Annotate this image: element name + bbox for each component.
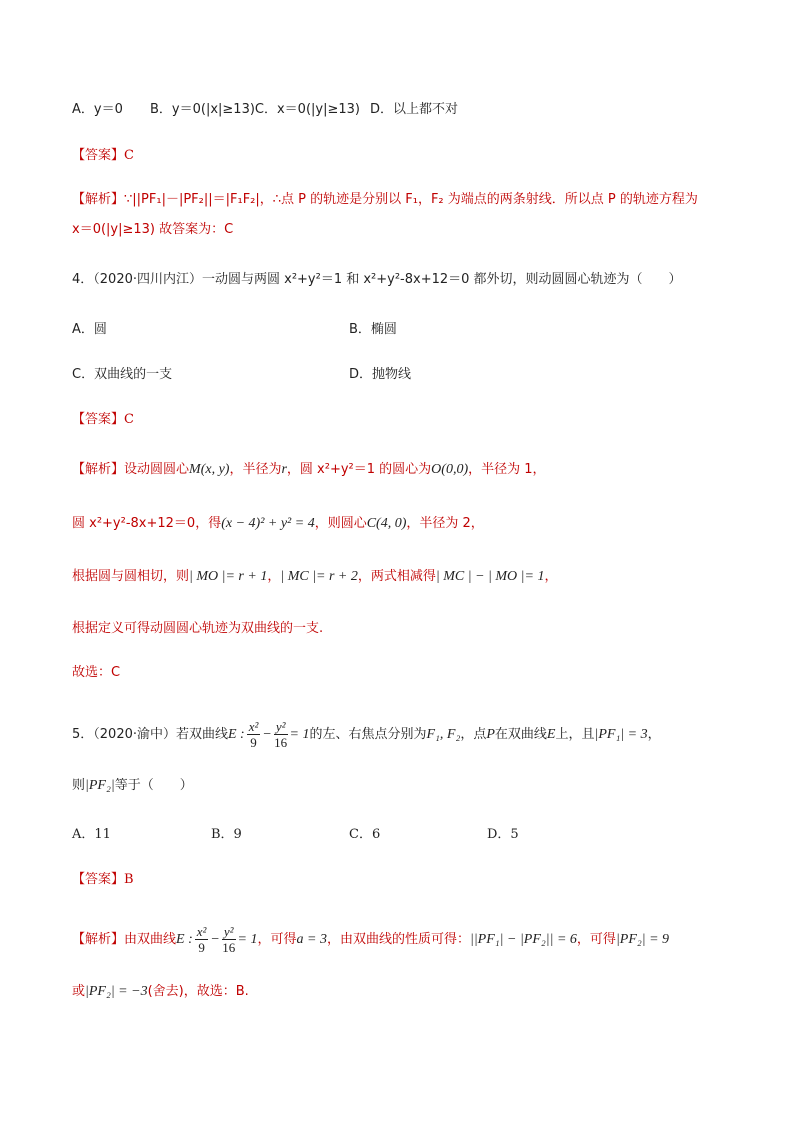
q3-option-bc: B．y＝0(|x|≥13)C．x＝0(|y|≥13) <box>150 102 360 117</box>
frac-x2-9-analysis: $\frac{\text{x²}}{9}$ <box>196 924 207 955</box>
q4-answer: 【答案】C <box>72 411 134 427</box>
q4-analysis-line5: 故选：C <box>72 665 121 680</box>
q5-option-b: B．9 <box>211 827 242 842</box>
q4-analysis-line1: 【解析】设动圆圆心M(x, y)，半径为r，圆 x²+y²＝1 的圆心为O(0,0)，半径为 1， <box>72 461 546 477</box>
q4-option-b: B．椭圆 <box>349 322 397 337</box>
q5-stem-line2: 则|PF₂|等于（ ） <box>72 778 193 793</box>
q5-analysis-line1: 【解析】由双曲线E : $\frac{\text{x²}}{9}$ − $\frac{\text{y²}}{16}$ = 1，可得a = 3，由双曲线的性质可得：||PF₁| − |PF₂|| = 6，可得|PF₂| = 9 <box>72 924 670 955</box>
answer-tag: 【答案】 <box>72 147 125 162</box>
q4-option-a: A．圆 <box>72 322 107 337</box>
q4-option-d: D．抛物线 <box>349 367 412 382</box>
q3-answer: 【答案】C <box>72 147 134 163</box>
q4-analysis-line2: 圆 x²+y²-8x+12＝0，得(x − 4)² + y² = 4，则圆心C(4, 0)，半径为 2， <box>72 516 484 531</box>
q4-analysis-line4: 根据定义可得动圆圆心轨迹为双曲线的一支. <box>72 621 324 636</box>
q5-option-c: C．6 <box>349 827 381 842</box>
q3-option-d: D．以上都不对 <box>370 102 459 117</box>
frac-y2-16-analysis: $\frac{\text{y²}}{16}$ <box>222 924 236 955</box>
q5-analysis-line2: 或|PF₂| = −3(舍去)，故选：B. <box>72 984 249 999</box>
frac-y2-16: $\frac{\text{y²}}{16}$ <box>274 719 288 750</box>
q4-analysis-line3: 根据圆与圆相切，则| MO |= r + 1，| MC |= r + 2，两式相减得| MC | − | MO |= 1， <box>72 569 558 584</box>
q4-option-c: C．双曲线的一支 <box>72 367 173 382</box>
q5-stem-line1: 5．（2020·渝中）若双曲线E : $\frac{\text{x²}}{9}$ − $\frac{\text{y²}}{16}$ = 1的左、右焦点分别为F₁, F₂，点P在双曲线E上，且|PF₁| = 3， <box>72 719 661 750</box>
q3-analysis-line2: x＝0(|y|≥13) 故答案为：C <box>72 222 234 237</box>
frac-x2-9: $\frac{\text{x²}}{9}$ <box>248 719 259 750</box>
q3-analysis-line1: 【解析】∵||PF₁|－|PF₂||＝|F₁F₂|，∴点 P 的轨迹是分别以 F₁，F₂ 为端点的两条射线．所以点 P 的轨迹方程为 <box>72 191 698 207</box>
q5-option-a: A．11 <box>72 827 111 842</box>
q5-answer: 【答案】B <box>72 871 134 887</box>
q5-option-d: D．5 <box>487 827 519 842</box>
q3-option-a: A．y＝0 <box>72 102 123 117</box>
q4-stem: 4．（2020·四川内江）一动圆与两圆 x²+y²＝1 和 x²+y²-8x+12＝0 都外切，则动圆圆心轨迹为（ ） <box>72 272 682 287</box>
analysis-tag: 【解析】 <box>72 191 125 206</box>
